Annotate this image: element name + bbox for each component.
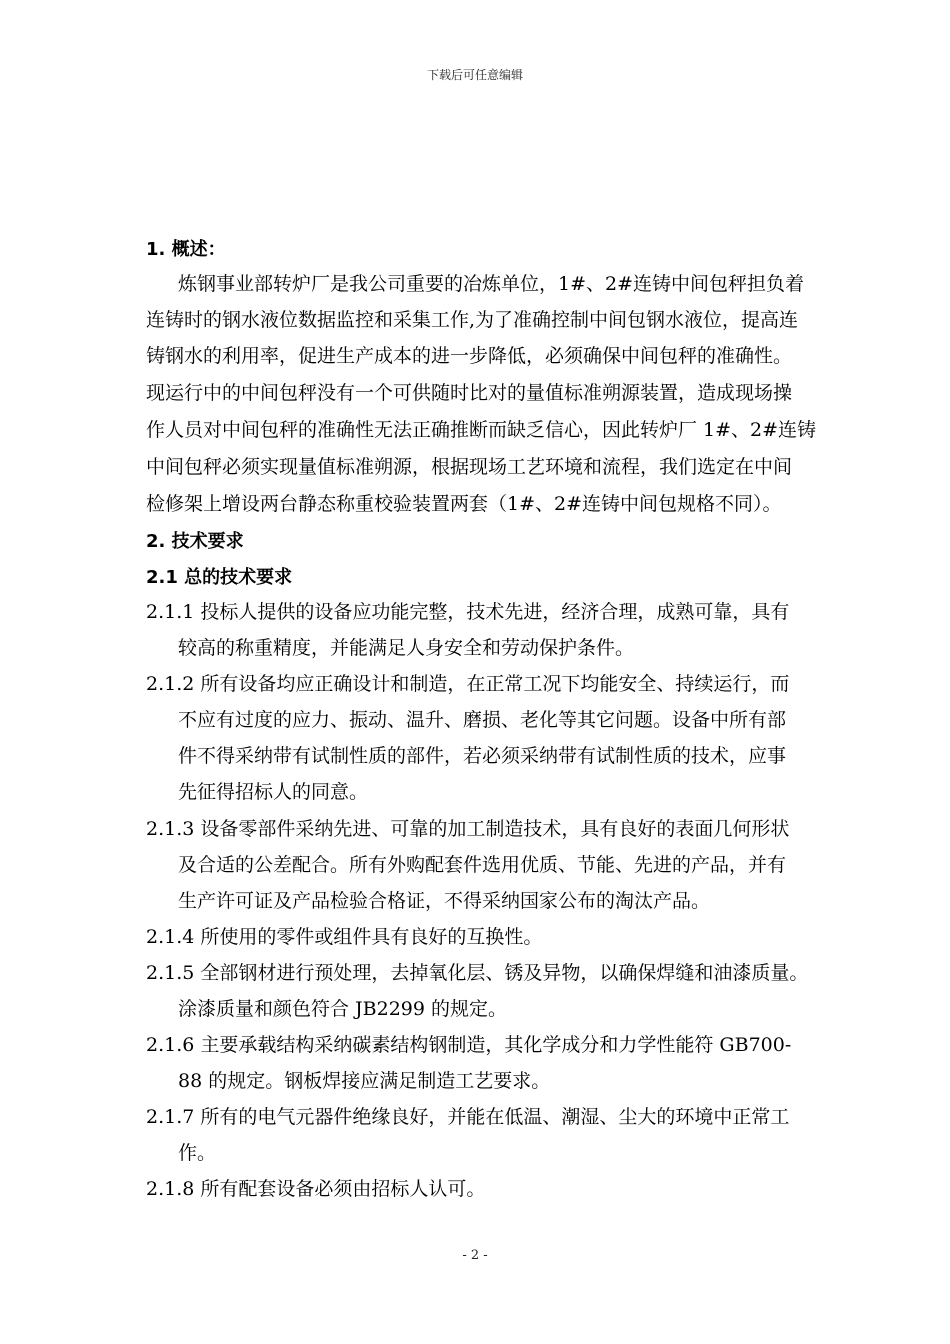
requirement-item-continuation: 涂漆质量和颜色符合 JB2299 的规定。 <box>178 998 508 1020</box>
section-2-heading: 2. 技术要求 <box>146 531 244 552</box>
requirement-item-continuation: 生产许可证及产品检验合格证，不得采纳国家公布的淘汰产品。 <box>178 890 711 912</box>
requirement-item-continuation: 作。 <box>178 1142 217 1164</box>
paragraph-line: 作人员对中间包秤的准确性无法正确推断而缺乏信心，因此转炉厂 1#、2#连铸 <box>146 419 817 441</box>
requirement-item-continuation: 88 的规定。钢板焊接应满足制造工艺要求。 <box>178 1070 551 1092</box>
requirement-item-continuation: 较高的称重精度，并能满足人身安全和劳动保护条件。 <box>178 637 635 659</box>
requirement-item-2-1-4: 2.1.4 所使用的零件或组件具有良好的互换性。 <box>146 926 543 948</box>
paragraph-line: 现运行中的中间包秤没有一个可供随时比对的量值标准朔源装置，造成现场操 <box>146 382 793 404</box>
subsection-2-1-heading: 2.1 总的技术要求 <box>146 567 293 588</box>
requirement-item-2-1-7: 2.1.7 所有的电气元器件绝缘良好，并能在低温、潮湿、尘大的环境中正常工 <box>146 1106 790 1128</box>
paragraph-line: 炼钢事业部转炉厂是我公司重要的冶炼单位，1#、2#连铸中间包秤担负着 <box>178 273 805 295</box>
paragraph-line: 铸钢水的利用率，促进生产成本的进一步降低，必须确保中间包秤的准确性。 <box>146 345 793 367</box>
requirement-item-2-1-5: 2.1.5 全部钢材进行预处理，去掉氧化层、锈及异物，以确保焊缝和油漆质量。 <box>146 962 809 984</box>
requirement-item-2-1-3: 2.1.3 设备零部件采纳先进、可靠的加工制造技术，具有良好的表面几何形状 <box>146 818 790 840</box>
requirement-item-continuation: 不应有过度的应力、振动、温升、磨损、老化等其它问题。设备中所有部 <box>178 709 787 731</box>
paragraph-line: 中间包秤必须实现量值标准朔源，根据现场工艺环境和流程，我们选定在中间 <box>146 456 793 478</box>
requirement-item-2-1-8: 2.1.8 所有配套设备必须由招标人认可。 <box>146 1178 486 1200</box>
page-number: - 2 - <box>462 1248 488 1263</box>
requirement-item-2-1-1: 2.1.1 投标人提供的设备应功能完整，技术先进，经济合理，成熟可靠，具有 <box>146 601 790 623</box>
requirement-item-continuation: 及合适的公差配合。所有外购配套件选用优质、节能、先进的产品，并有 <box>178 854 787 876</box>
requirement-item-continuation: 先征得招标人的同意。 <box>178 781 369 803</box>
page-header: 下载后可任意编辑 <box>426 68 523 82</box>
section-1-heading: 1. 概述： <box>146 239 226 260</box>
requirement-item-2-1-6: 2.1.6 主要承载结构采纳碳素结构钢制造，其化学成分和力学性能符 GB700- <box>146 1034 792 1056</box>
requirement-item-continuation: 件不得采纳带有试制性质的部件，若必须采纳带有试制性质的技术，应事 <box>178 745 787 767</box>
requirement-item-2-1-2: 2.1.2 所有设备均应正确设计和制造，在正常工况下均能安全、持续运行，而 <box>146 673 790 695</box>
paragraph-line: 连铸时的钢水液位数据监控和采集工作,为了准确控制中间包钢水液位，提高连 <box>146 309 799 331</box>
paragraph-line: 检修架上增设两台静态称重校验装置两套（1#、2#连铸中间包规格不同）。 <box>146 493 782 515</box>
